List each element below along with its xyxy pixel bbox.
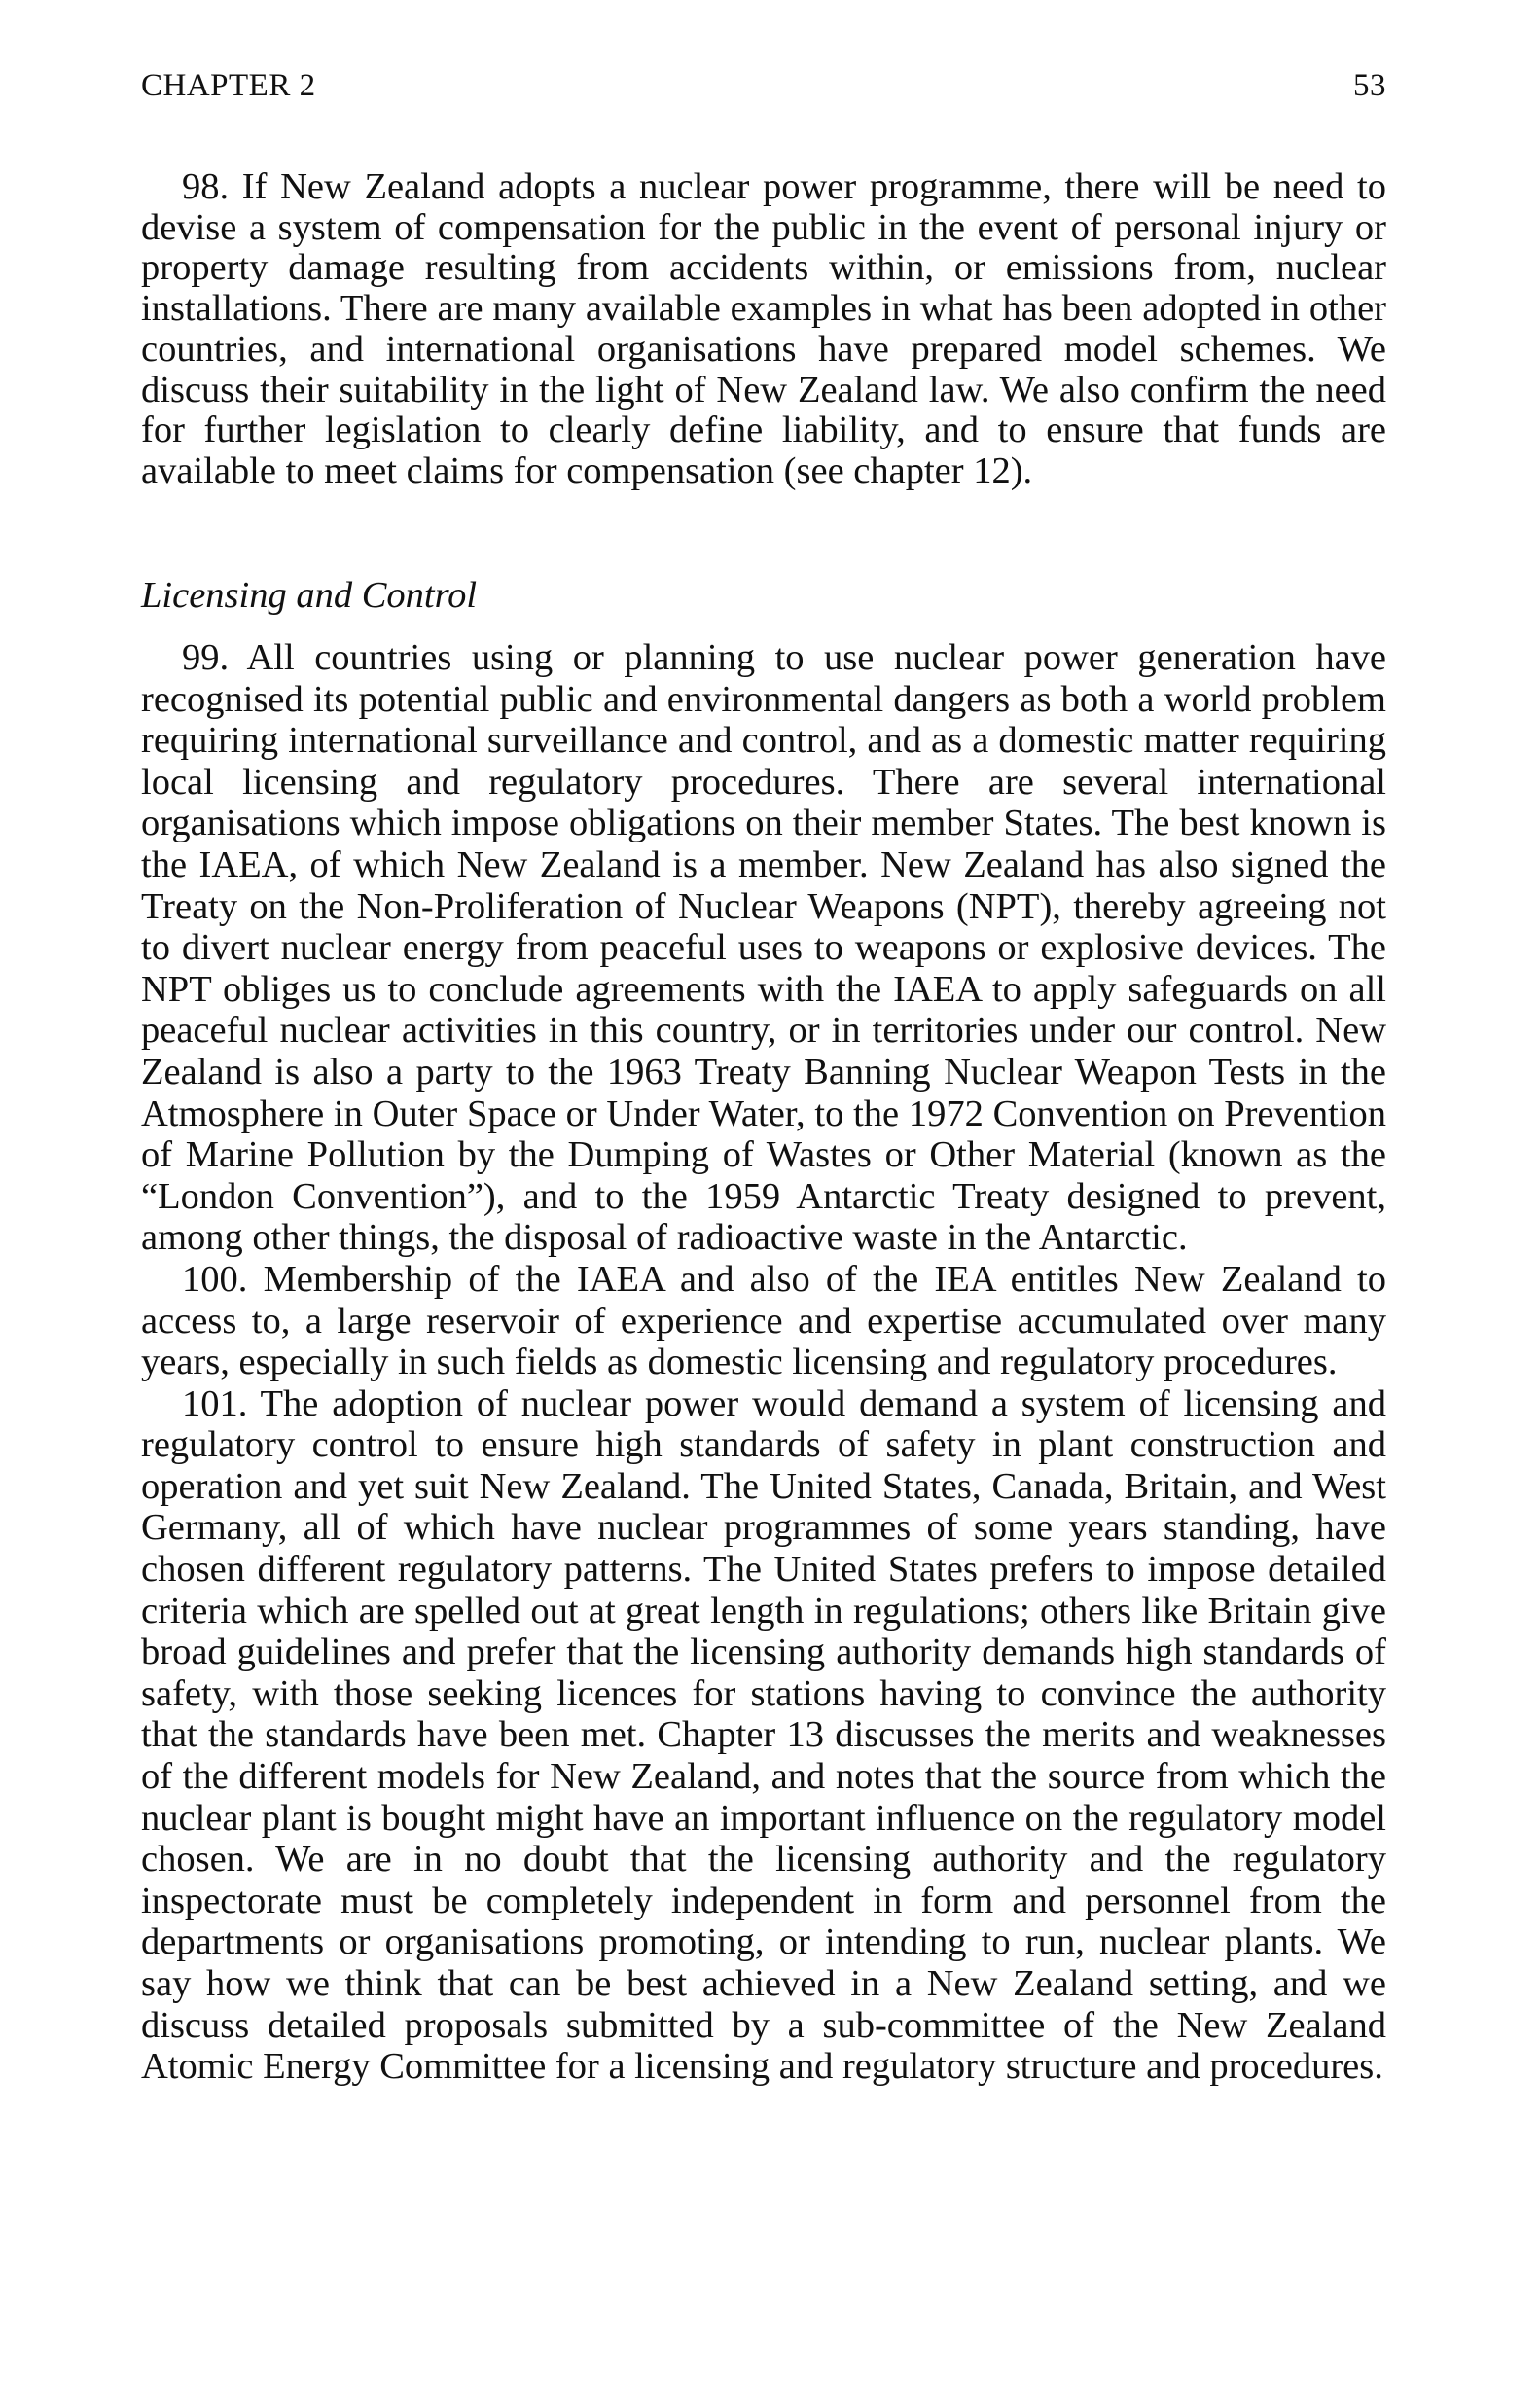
paragraph-98: 98. If New Zealand adopts a nuclear power programme, there will be need to devise a system of compensation for the public in the event of personal injury or property damage resulting from accidents within, or emissions from, nuclear installations. There are many available examples in what has been adopted in other countries, and international organisations have prepared model schemes. We discuss their suitability in the light of New Zealand law. We also confirm the need for further legislation to clearly define liability, and to ensure that funds are available to meet claims for compensation (see chapter 12).	[141, 166, 1386, 491]
paragraph-99: 99. All countries using or planning to use nuclear power generation have recognised its potential public and environmental dangers as both a world problem requiring international surveillance and control, and as a domestic matter requiring local licensing and regulatory procedures. There are several international organisations which impose obligations on their member States. The best known is the IAEA, of which New Zealand is a member. New Zealand has also signed the Treaty on the Non-Proliferation of Nuclear Weapons (NPT), thereby agreeing not to divert nuclear energy from peaceful uses to weapons or explosive devices. The NPT obliges us to conclude agreements with the IAEA to apply safeguards on all peaceful nuclear activities in this country, or in territories under our control. New Zealand is also a party to the 1963 Treaty Banning Nuclear Weapon Tests in the Atmosphere in Outer Space or Under Water, to the 1972 Convention on Prevention of Marine Pollution by the Dumping of Wastes or Other Material (known as the “London Convention”), and to the 1959 Antarctic Treaty designed to prevent, among other things, the disposal of radioactive waste in the Antarctic.	[141, 637, 1386, 1259]
page-number: 53	[1353, 68, 1386, 103]
paragraph-100: 100. Membership of the IAEA and also of the IEA entitles New Zealand to access to, a large reservoir of experience and expertise accumulated over many years, especially in such fields as domestic licensing and regulatory procedures.	[141, 1258, 1386, 1383]
running-head	[141, 68, 1386, 104]
section-heading: Licensing and Control	[141, 575, 478, 616]
chapter-label: CHAPTER 2	[141, 68, 316, 103]
paragraph-101: 101. The adoption of nuclear power would demand a system of licensing and regulatory control to ensure high standards of safety in plant construction and operation and yet suit New Zealand. The United States, Canada, Britain, and West Germany, all of which have nuclear programmes of some years standing, have chosen different regulatory patterns. The United States prefers to impose detailed criteria which are spelled out at great length in regulations; others like Britain give broad guidelines and prefer that the licensing authority demands high standards of safety, with those seeking licences for stations having to convince the authority that the standards have been met. Chapter 13 discusses the merits and weaknesses of the different models for New Zealand, and notes that the source from which the nuclear plant is bought might have an important influence on the regulatory model chosen. We are in no doubt that the licensing authority and the regulatory inspectorate must be completely independent in form and personnel from the departments or organisations promoting, or intending to run, nuclear plants. We say how we think that can be best achieved in a New Zealand setting, and we discuss detailed proposals submitted by a sub-committee of the New Zealand Atomic Energy Committee for a licensing and regulatory structure and procedures.	[141, 1382, 1386, 2088]
paragraph-group-intro	[141, 167, 1386, 492]
paragraph-group-licensing	[141, 637, 1386, 2088]
